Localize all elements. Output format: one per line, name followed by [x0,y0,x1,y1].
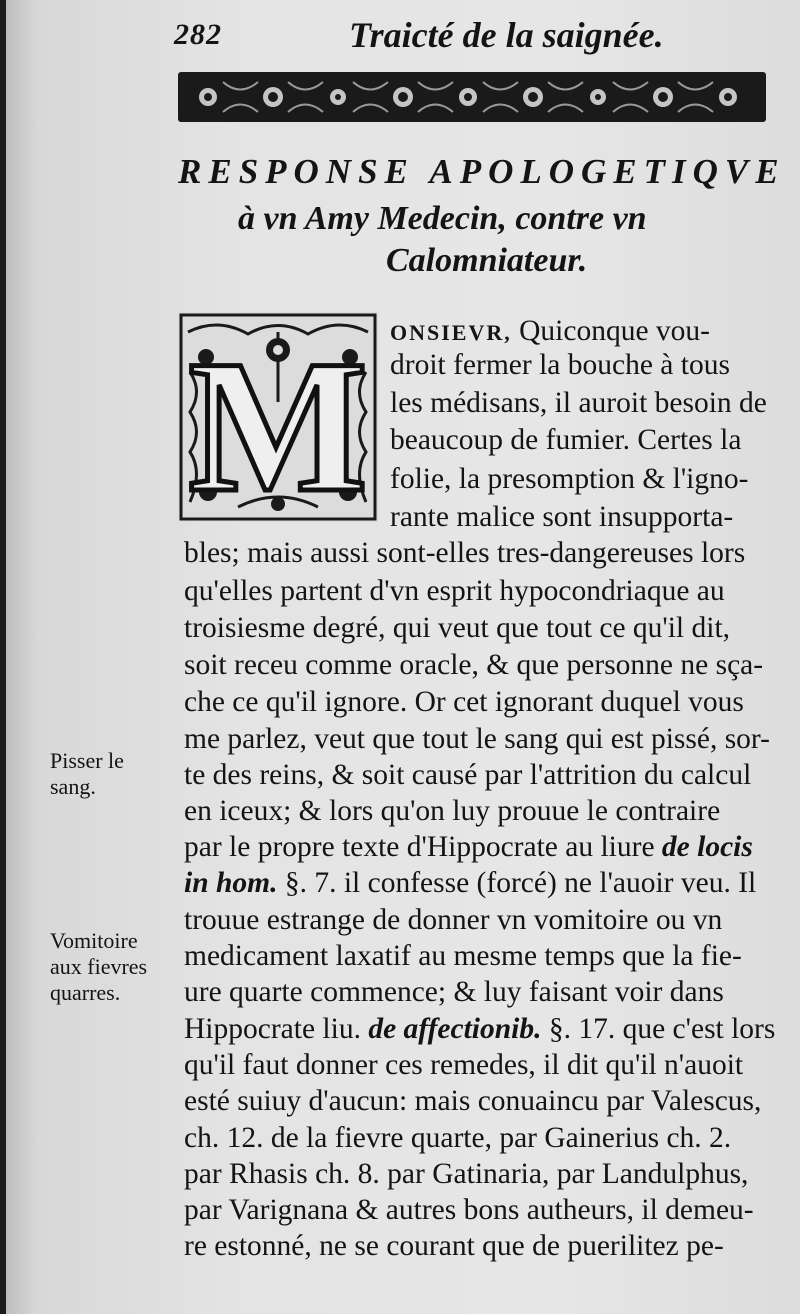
body-line-26: re estonné, ne se courant que de puerilitez pe- [184,1230,724,1262]
citation-in-hom: in hom. [184,867,278,899]
body-line-5: folie, la presomption & l'igno- [390,463,749,495]
body-line-22: esté suiuy d'aucun: mais conuaincu par Valescus, [184,1085,762,1117]
citation-de-affectionib: de affectionib. [368,1013,542,1045]
body-line-15: par le propre texte d'Hippocrate au liure de locis [184,831,753,863]
body-line-17: trouue estrange de donner vn vomitoire ou vn [184,904,723,936]
body-line-2: droit fermer la bouche à tous [390,349,730,381]
body-line-3: les médisans, il auroit besoin de [390,387,767,419]
body-line-20: Hippocrate liu. de affectionib. §. 17. que c'est lors [184,1013,776,1045]
body-line-21: qu'il faut donner ces remedes, il dit qu'il n'auoit [184,1049,744,1081]
body-line-14: en iceux; & lors qu'on luy prouue le contraire [184,795,721,827]
body-line-23: ch. 12. de la fievre quarte, par Gainerius ch. 2. [184,1122,732,1154]
body-line-10: soit receu comme oracle, & que personne ne sça- [184,649,764,681]
dropcap-letter: M [188,322,368,522]
page-number: 282 [174,18,222,51]
body-line-13: te des reins, & soit causé par l'attrition du calcul [184,759,752,791]
body-line-12: me parlez, veut que tout le sang qui est pissé, sor- [184,723,770,755]
body-line-4: beaucoup de fumier. Certes la [390,424,742,456]
body-line-11: che ce qu'il ignore. Or cet ignorant duquel vous [184,686,744,718]
body-line-16: in hom. §. 7. il confesse (forcé) ne l'auoir veu. Il [184,867,757,899]
body-line-7: bles; mais aussi sont-elles tres-dangereuses lors [184,537,746,569]
citation-de-locis: de locis [661,831,753,863]
floral-ornament-band [178,72,766,122]
decorated-initial-m [178,312,378,522]
body-line-1: ONSIEVR, Quiconque vou- [390,315,711,347]
body-line-24: par Rhasis ch. 8. par Gatinaria, par Landulphus, [184,1158,749,1190]
heading-line-2: à vn Amy Medecin, contre vn [238,200,647,237]
margin-note-vomitoire: Vomitoire aux fievres quarres. [50,928,148,1005]
body-line-9: troisiesme degré, qui veut que tout ce qu'il dit, [184,612,731,644]
heading-line-1: RESPONSE APOLOGETIQVE [178,152,786,191]
running-title: Traicté de la saignée. [349,15,664,55]
body-line-8: qu'elles partent d'vn esprit hypocondriaque au [184,575,725,607]
body-line-19: ure quarte commence; & luy faisant voir dans [184,976,724,1008]
body-line-6: rante malice sont insupporta- [390,501,734,533]
body-line-25: par Varignana & autres bons autheurs, il demeu- [184,1194,754,1226]
heading-line-3: Calomniateur. [386,242,588,279]
opening-word: ONSIEVR, [390,320,512,345]
margin-note-pisser: Pisser le sang. [50,748,124,799]
body-line-18: medicament laxatif au mesme temps que la fie- [184,940,742,972]
book-page [6,0,800,1314]
